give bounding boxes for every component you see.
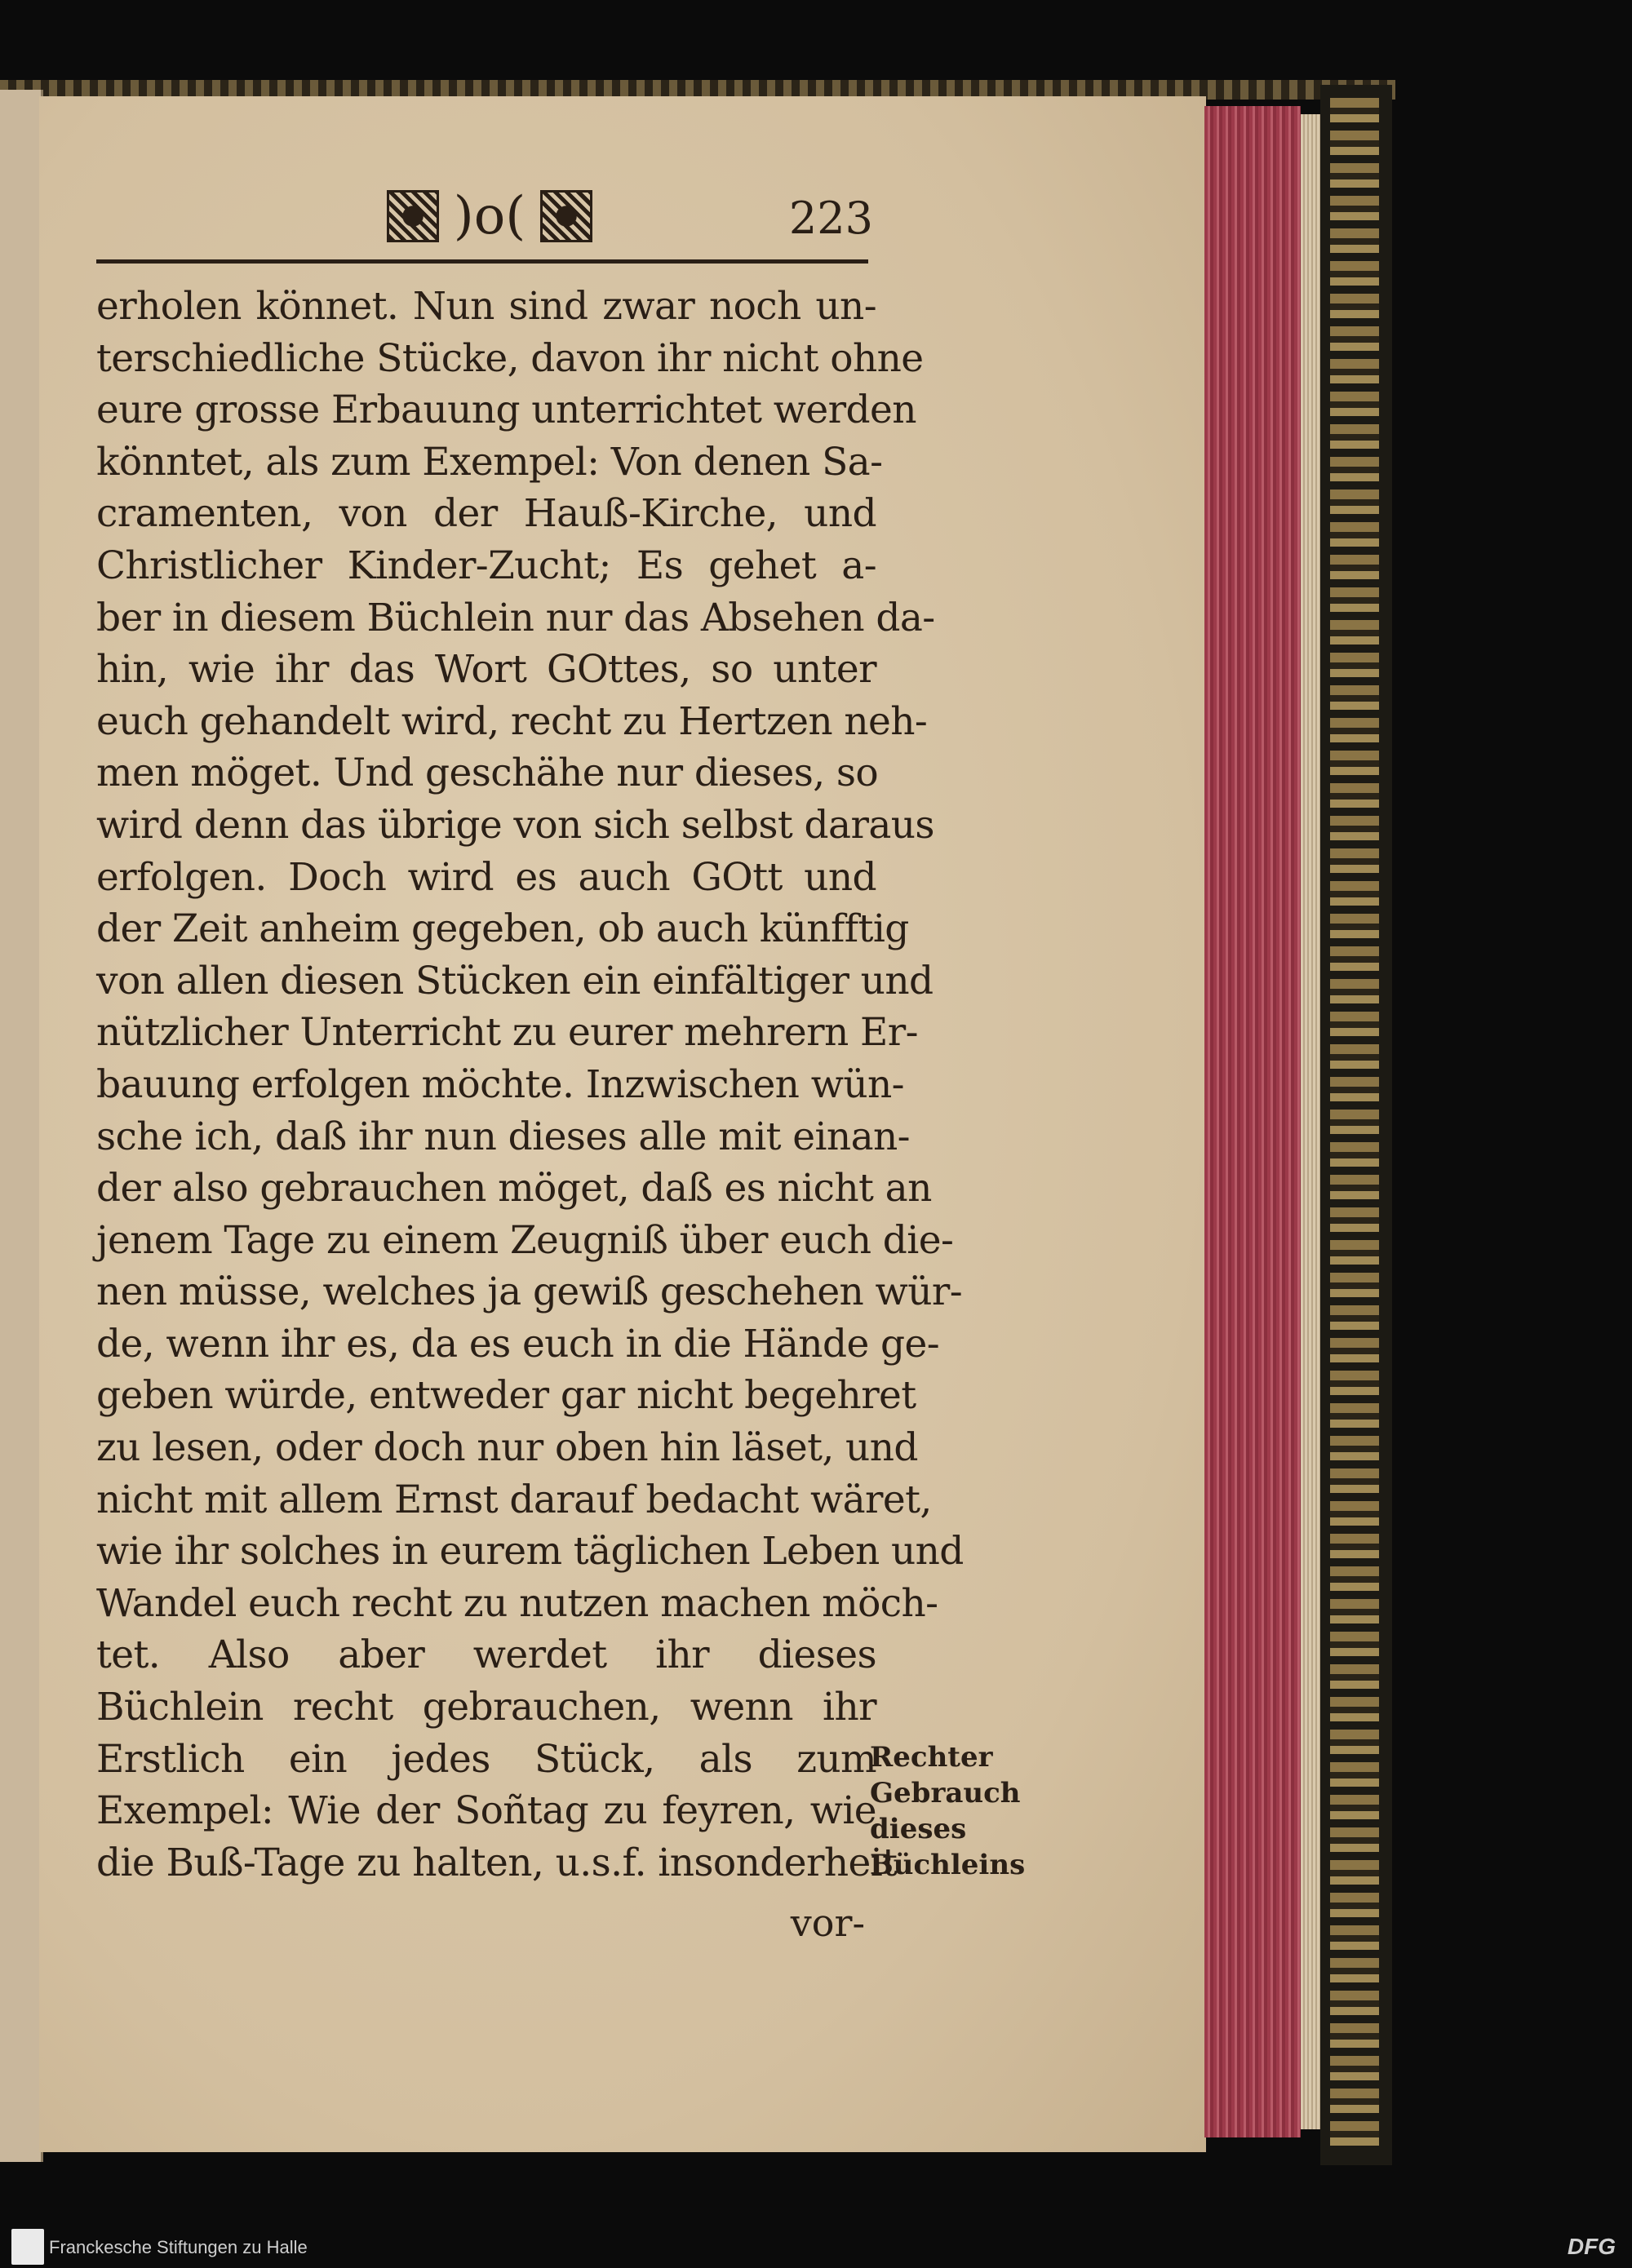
- fleuron-right-icon: [540, 190, 592, 242]
- text-line: erholen könnet. Nun sind zwar noch un-: [96, 284, 876, 329]
- text-line: erfolgen. Doch wird es auch GOtt und: [96, 854, 876, 900]
- text-line: ber in diesem Büchlein nur das Absehen da-: [96, 595, 935, 640]
- page-block-red-edge: [1204, 106, 1301, 2137]
- marginal-note-line: Rechter: [870, 1741, 993, 1774]
- dfg-logo: DFG: [1567, 2234, 1616, 2259]
- text-line: geben würde, entweder gar nicht begehret: [96, 1373, 916, 1419]
- text-line: tet. Also aber werdet ihr dieses: [96, 1632, 876, 1678]
- text-line: von allen diesen Stücken ein einfältiger und: [96, 958, 934, 1003]
- text-line: Exempel: Wie der Soñtag zu feyren, wie: [96, 1788, 876, 1834]
- page-header-ornament: [351, 188, 628, 245]
- text-line: nen müsse, welches ja gewiß geschehen wür-: [96, 1269, 963, 1315]
- text-line: hin, wie ihr das Wort GOttes, so unter: [96, 647, 876, 693]
- text-line: der also gebrauchen möget, daß es nicht an: [96, 1166, 932, 1212]
- text-line: Wandel euch recht zu nutzen machen möch-: [96, 1580, 938, 1626]
- institution-name: Franckesche Stiftungen zu Halle: [49, 2237, 308, 2257]
- text-line: men möget. Und geschähe nur dieses, so: [96, 751, 879, 796]
- marginal-note-line: Gebrauch: [870, 1777, 1021, 1810]
- page-block-cream-edge: [1301, 114, 1320, 2129]
- text-line: wird denn das übrige von sich selbst daraus: [96, 802, 934, 848]
- catchword: vor-: [790, 1901, 865, 1945]
- viewer-footer-bar: [0, 2226, 1632, 2268]
- fleuron-left-icon: [387, 190, 439, 242]
- text-line: die Buß-Tage zu halten, u.s.f. insonderheit: [96, 1840, 898, 1885]
- text-line: nützlicher Unterricht zu eurer mehrern Er-: [96, 1010, 918, 1056]
- cover-gilt-ornament-band: [1330, 98, 1379, 2146]
- text-line: jenem Tage zu einem Zeugniß über euch die-: [96, 1217, 954, 1263]
- text-line: Erstlich ein jedes Stück, als zum: [96, 1736, 876, 1782]
- text-line: könntet, als zum Exempel: Von denen Sa-: [96, 439, 883, 485]
- marginal-note-line: dieses: [870, 1813, 967, 1845]
- marginal-note-line: Büchleins: [870, 1849, 1026, 1881]
- text-line: bauung erfolgen möchte. Inzwischen wün-: [96, 1061, 904, 1107]
- header-ornament-text: )o(: [453, 186, 526, 246]
- text-line: cramenten, von der Hauß-Kirche, und: [96, 491, 876, 537]
- left-page-edge: [0, 90, 43, 2162]
- header-rule: [96, 259, 868, 264]
- text-line: de, wenn ihr es, da es euch in die Hände ge-: [96, 1321, 939, 1367]
- page-number: 223: [788, 193, 873, 244]
- text-line: euch gehandelt wird, recht zu Hertzen neh-: [96, 698, 928, 744]
- text-line: nicht mit allem Ernst darauf bedacht wäret,: [96, 1477, 932, 1522]
- text-line: sche ich, daß ihr nun dieses alle mit einan-: [96, 1114, 910, 1159]
- text-line: wie ihr solches in eurem täglichen Leben und: [96, 1529, 964, 1575]
- text-line: Büchlein recht gebrauchen, wenn ihr: [96, 1685, 876, 1730]
- text-line: terschiedliche Stücke, davon ihr nicht ohne: [96, 335, 924, 381]
- marginal-note: [870, 1739, 1025, 1883]
- text-line: eure grosse Erbauung unterrichtet werden: [96, 388, 916, 433]
- text-line: zu lesen, oder doch nur oben hin läset, und: [96, 1425, 918, 1471]
- institution-logo-icon: [11, 2229, 44, 2265]
- text-line: Christlicher Kinder-Zucht; Es gehet a-: [96, 543, 876, 588]
- text-line: der Zeit anheim gegeben, ob auch künfftig: [96, 906, 909, 952]
